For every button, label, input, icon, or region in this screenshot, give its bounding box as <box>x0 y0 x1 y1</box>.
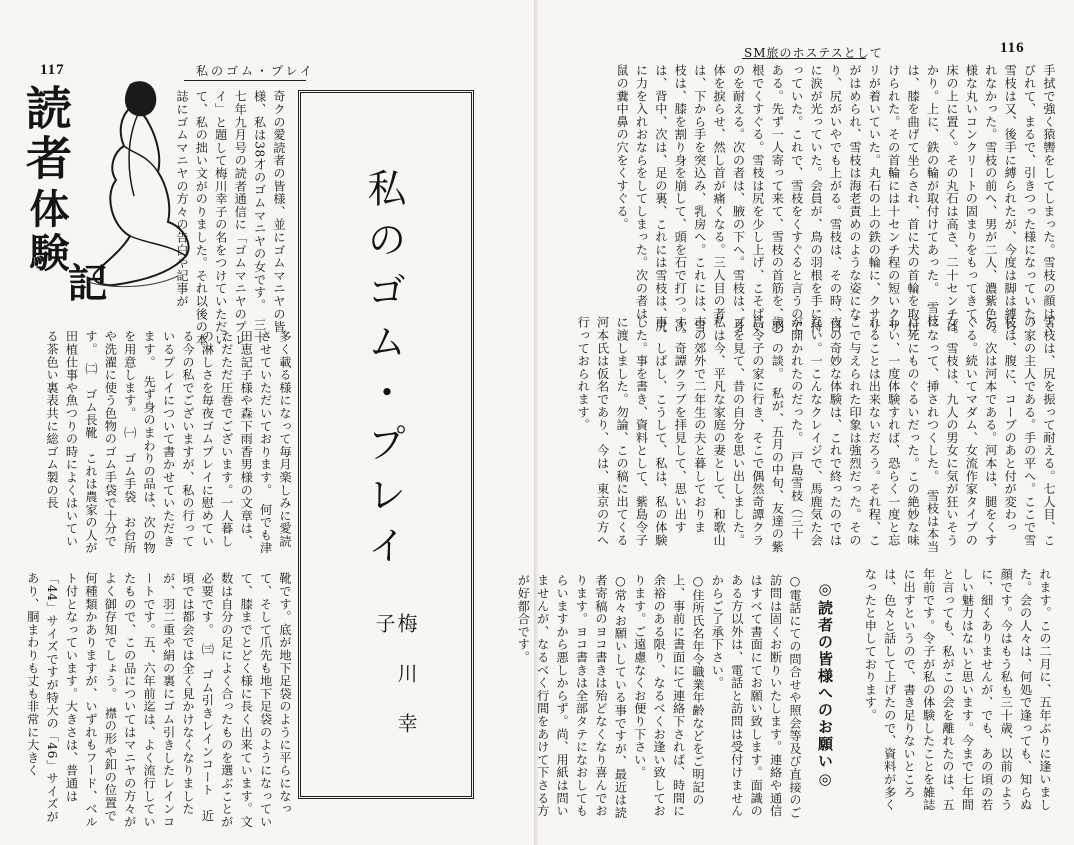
running-head-right: SM旅のホステスとして <box>744 46 883 60</box>
notice-body <box>516 574 804 824</box>
left-body-text-2: 多く載る様になって毎月楽しみに愛読させていただいております。 何でも津田恵記子様や森下雨香男様の文章は、ただただ圧巻でございます。一人暮しの淋しさを毎夜ゴムプレイに慰めている今の私でございますが、私の行っているプレイについて書かせていただきます。 先ず身のまわりの品は、次の物を用意します。 ㈠ ゴム手袋 お台所や洗濯に使う色物のゴム手袋で十分です。 ㈡ ゴム長靴 これは農家の人が田植仕事や魚つりの時によくはいている茶色い裏表共に総ゴム製の長 <box>45 330 292 555</box>
notice-item-1: ○電話にての問合せや照会等及び直接のご訪問は固くお断りいたします。連絡や通信はすべて書面にてお願い致します。面識のある方以外は、電話と訪問は受付けませんからご了承下さい。 <box>710 574 802 819</box>
running-head-rule <box>184 80 306 81</box>
notice-heading: ◎読者の皆様へのお願い◎ <box>816 580 834 790</box>
left-page <box>0 0 536 845</box>
notice-item-3: ○常々お願いしている事ですが、最近は読者寄稿のヨコ書きは殆どなくなり喜んでおります。ヨコ書きは全部タテになおしてもらいますから悪しからず。尚、用紙は問いませんが、なるべく行間をあけて下さる方が好都合です。 <box>516 574 628 819</box>
article-title: 私のゴム・プレイ <box>361 168 406 576</box>
page-number-left: 117 <box>40 62 65 78</box>
right-body-text-1: 手拭で強く猿轡をしてしまった。雪枝の顔はくびれて、まるで、引きつった様になっていた。雪枝は又、後手に縛られたが、今度は脚は縛られなかった。雪枝の前へ、男が二人、濃紫色の様な丸いコンクリートの固まりをもってきて、床の上に置く。その丸石は高さ、二十センチばかり。上に、鉄の輪が取付けてあった。 雪枝は、膝を曲げて坐らされ、首に犬の首輪を取付けられた。その首輪には十センチ程の短いクサリが着いていた。丸石の上の鉄の輪に、クサリがはめられ、雪枝は海老責めのような姿になり、尻がいやでも上がる。雪枝は、その時、目に涙が光っていた。会員が、鳥の羽根を手に持っていた。これで、雪枝をくすぐると言うのである。先ず一人寄って来て、雪枝の首筋を、羽根でくすぐる。雪枝は尻を少し上げ、こそばいのを耐える。次の者は、腋の下へ。雪枝は、身体を捩らせ、然し首が痛くなる。三人目の者は、下から手を突込み、乳房へ。これには、雪枝は、膝を割り身を崩して、頭を石で打つ。次は、背中、次は、足の裏、これには雪枝は、尻に力を入れおならをしてしまった。次の者は、鼠の糞中鼻の穴をくすぐる。 <box>615 64 1056 333</box>
notice-item-2: ○住所氏名年令職業年齢などをご明記の上、事前に書面にて連絡下されば、時間に余裕のある限り、なるべくお逢い致しております。ご遠慮なくお便り下さい。 <box>632 574 705 818</box>
article-author: 梅川幸子 <box>372 613 418 763</box>
right-body-text-3: れます。この二月に、五年ぶりに逢いました。会の人々は、何処で逢っても、知らぬ顔です。今はもう私も三十歳、以前のように、細くありませんが、でも、あの頃の若しい魅力はないと思います。今まで七年間と言っても、私がこの会を離れたのは、五年前です。令子が私の体験したことを雑誌に出すというので、書き足りないところは、色々と話して上げたので、資料が多くなったと申しております。 <box>863 568 1052 812</box>
running-head-left: 私のゴム・プレイ <box>196 64 315 78</box>
running-head-rule-right <box>742 58 866 59</box>
left-body-column-1 <box>174 90 288 350</box>
right-body-text-2: 雪枝は、尻を振って耐える。七人目、この家の主人である。手の平へ。ここで雪枝は、腹に、コーブのあと付が変わった。次は河本である。河本は、腿をくすぐる。続いてマダム、女流作家タイプの女。雪枝は、九人の男女に気が狂いそうになって、挿されつくした。 雪枝は本当に死にものぐるいだった。この絶妙な味わい、一度体験すれば、恐らく一度と忘れることは出来ないだろう。それ程、ここで与えられた印象は強烈だった。その夜の奇妙な体験は、これで終ったのではない。一こんなクレイジで、馬鹿気た会が開かれたのだった。 戸島雪枝（三十歳）の談。 私が、五月の中旬、友達の紫島令子の家に行き、そこで偶然奇譚クラブを見て、昔の自分を思い出しました。私は今、平凡な家庭の妻として、和歌山市の郊外で二年生の夫と暮しております。奇譚クラブを拝見して、思い出す事、しばし、こうして、私は、私の体験した。事を書き、資料として、紫島令子に渡しました。勿論、この稿に出てくる河本氏は仮名であり、今は、東京の方へ行っておられます。 <box>576 316 1056 554</box>
title-box <box>298 90 474 799</box>
left-body-column-2 <box>22 330 294 560</box>
right-body-column-2 <box>558 316 1058 556</box>
left-body-text-3: 靴です。底が地下足袋のように平らになって、そして爪先も地下足袋のようになっていて、膝までとどく様に長く出来ています。文数は自分の足によく合ったものを選ぶことが必要です。 ㈢ ゴム引きレインコート 近頃では都会では全く見かけなくなりましたが、羽二重や絹の裏にゴム引きしたレインコートです。五、六年前迄は、よく流行していたもので、この品についてはマニヤの方々がよく御存知でしょう。 襟の形や釦の位置で何種類かありますが、いずれもフード、ベルト付となっています。大きさは、普通は「44」サイズですが特大の「46」サイズがあり、胴まわりも丈も非常に大きく <box>25 572 292 828</box>
left-body-column-3 <box>22 572 294 830</box>
right-body-column-1 <box>558 64 1058 334</box>
right-body-column-3 <box>838 568 1054 818</box>
right-page <box>516 0 1074 845</box>
page-number-right: 116 <box>1000 40 1025 56</box>
logo-line-2: 体験 <box>23 188 69 276</box>
left-body-text-1: 奇クの愛読者の皆様、並にゴムマニヤの皆様、私は38才のゴムマニヤの女です。 三十七年九月号の読者通信に「ゴムマニヤのプレイ」と題して梅川幸子の名をつけていただいて、私の拙い文がのりました。それ以後の本誌にゴムマニヤの方々の告白や記事が <box>174 90 286 346</box>
logo-line-3: 記 <box>61 262 107 306</box>
logo-line-1: 読者 <box>19 84 73 184</box>
